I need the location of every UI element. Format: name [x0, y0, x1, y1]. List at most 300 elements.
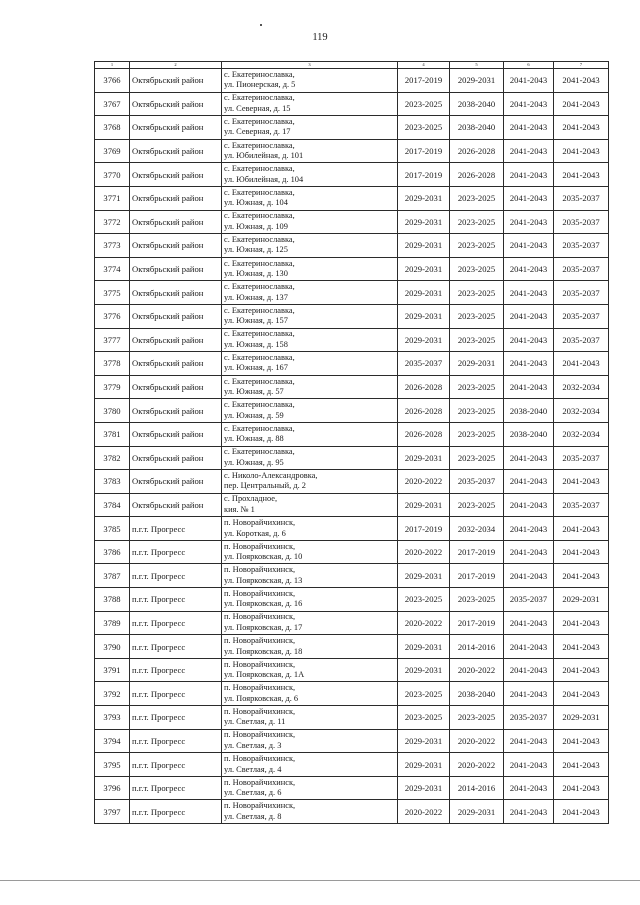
- row-number: 3780: [95, 399, 130, 423]
- period-col-4: 2017-2019: [398, 517, 450, 541]
- address-street: ул. Южная, д. 59: [224, 410, 284, 420]
- row-number: 3779: [95, 375, 130, 399]
- period-col-5: 2023-2025: [450, 257, 504, 281]
- period-col-4: 2035-2037: [398, 352, 450, 376]
- period-col-7: 2032-2034: [554, 399, 609, 423]
- table-row: [95, 352, 609, 376]
- row-number: 3767: [95, 92, 130, 116]
- address-cell: [222, 658, 398, 682]
- address-locality: с. Екатеринославка,: [224, 400, 295, 410]
- period-col-4: 2029-2031: [398, 186, 450, 210]
- table-row: [95, 658, 609, 682]
- period-col-7: 2035-2037: [554, 234, 609, 258]
- period-col-7: 2035-2037: [554, 281, 609, 305]
- address-locality: п. Новорайчихинск,: [224, 659, 296, 669]
- period-col-6: 2041-2043: [504, 210, 554, 234]
- row-number: 3794: [95, 729, 130, 753]
- district-cell: п.г.т. Прогресс: [130, 729, 222, 753]
- address-cell: [222, 753, 398, 777]
- period-col-4: 2029-2031: [398, 446, 450, 470]
- period-col-5: 2023-2025: [450, 493, 504, 517]
- district-cell: п.г.т. Прогресс: [130, 611, 222, 635]
- period-col-7: 2041-2043: [554, 352, 609, 376]
- address-locality: с. Прохладное,: [224, 494, 278, 504]
- district-cell: Октябрьский район: [130, 446, 222, 470]
- period-col-6: 2041-2043: [504, 139, 554, 163]
- period-col-7: 2041-2043: [554, 658, 609, 682]
- address-locality: с. Екатеринославка,: [224, 423, 295, 433]
- column-number: 3: [222, 62, 398, 69]
- period-col-5: 2023-2025: [450, 375, 504, 399]
- period-col-4: 2029-2031: [398, 635, 450, 659]
- period-col-7: 2032-2034: [554, 375, 609, 399]
- address-street: ул. Поярковская, д. 6: [224, 693, 299, 703]
- address-street: ул. Поярковская, д. 1А: [224, 670, 305, 680]
- address-street: ул. Поярковская, д. 18: [224, 646, 303, 656]
- address-street: ул. Южная, д. 167: [224, 363, 288, 373]
- period-col-5: 2014-2016: [450, 635, 504, 659]
- address-street: ул. Северная, д. 15: [224, 103, 291, 113]
- period-col-6: 2041-2043: [504, 800, 554, 824]
- period-col-5: 2017-2019: [450, 564, 504, 588]
- table-row: [95, 753, 609, 777]
- period-col-6: 2041-2043: [504, 682, 554, 706]
- period-col-4: 2017-2019: [398, 163, 450, 187]
- address-locality: п. Новорайчихинск,: [224, 754, 296, 764]
- district-cell: Октябрьский район: [130, 210, 222, 234]
- address-cell: [222, 92, 398, 116]
- district-cell: п.г.т. Прогресс: [130, 682, 222, 706]
- period-col-7: 2035-2037: [554, 210, 609, 234]
- address-locality: с. Екатеринославка,: [224, 69, 295, 79]
- table-row: [95, 234, 609, 258]
- address-street: ул. Юбилейная, д. 101: [224, 151, 304, 161]
- table-row: [95, 210, 609, 234]
- row-number: 3766: [95, 69, 130, 93]
- period-col-6: 2041-2043: [504, 163, 554, 187]
- row-number: 3788: [95, 588, 130, 612]
- period-col-6: 2041-2043: [504, 517, 554, 541]
- address-street: ул. Южная, д. 157: [224, 316, 288, 326]
- table-row: [95, 281, 609, 305]
- address-cell: [222, 517, 398, 541]
- period-col-4: 2026-2028: [398, 375, 450, 399]
- period-col-4: 2020-2022: [398, 540, 450, 564]
- row-number: 3778: [95, 352, 130, 376]
- address-locality: с. Екатеринославка,: [224, 234, 295, 244]
- table-row: [95, 69, 609, 93]
- period-col-5: 2038-2040: [450, 682, 504, 706]
- address-cell: [222, 139, 398, 163]
- period-col-6: 2041-2043: [504, 328, 554, 352]
- period-col-4: 2017-2019: [398, 69, 450, 93]
- period-col-7: 2029-2031: [554, 706, 609, 730]
- period-col-5: 2023-2025: [450, 446, 504, 470]
- address-locality: с. Екатеринославка,: [224, 329, 295, 339]
- period-col-6: 2041-2043: [504, 257, 554, 281]
- table-row: [95, 776, 609, 800]
- district-cell: п.г.т. Прогресс: [130, 564, 222, 588]
- period-col-4: 2023-2025: [398, 706, 450, 730]
- address-locality: п. Новорайчихинск,: [224, 612, 296, 622]
- table-row: [95, 682, 609, 706]
- district-cell: Октябрьский район: [130, 493, 222, 517]
- period-col-5: 2017-2019: [450, 611, 504, 635]
- period-col-5: 2020-2022: [450, 729, 504, 753]
- address-street: ул. Поярковская, д. 10: [224, 552, 303, 562]
- district-cell: п.г.т. Прогресс: [130, 706, 222, 730]
- address-cell: [222, 422, 398, 446]
- district-cell: п.г.т. Прогресс: [130, 517, 222, 541]
- row-number: 3787: [95, 564, 130, 588]
- period-col-5: 2023-2025: [450, 328, 504, 352]
- period-col-6: 2041-2043: [504, 186, 554, 210]
- address-cell: [222, 540, 398, 564]
- address-cell: [222, 210, 398, 234]
- scan-speck: [260, 24, 262, 26]
- column-number: 5: [450, 62, 504, 69]
- district-cell: Октябрьский район: [130, 304, 222, 328]
- address-street: ул. Южная, д. 95: [224, 457, 284, 467]
- table-row: [95, 493, 609, 517]
- address-locality: п. Новорайчихинск,: [224, 730, 296, 740]
- address-cell: [222, 375, 398, 399]
- address-cell: [222, 493, 398, 517]
- table-row: [95, 470, 609, 494]
- address-street: ул. Южная, д. 88: [224, 434, 284, 444]
- period-col-4: 2029-2031: [398, 281, 450, 305]
- address-street: ул. Светлая, д. 3: [224, 740, 282, 750]
- period-col-7: 2035-2037: [554, 186, 609, 210]
- district-cell: п.г.т. Прогресс: [130, 658, 222, 682]
- period-col-6: 2041-2043: [504, 753, 554, 777]
- period-col-4: 2029-2031: [398, 257, 450, 281]
- column-number: 4: [398, 62, 450, 69]
- address-locality: п. Новорайчихинск,: [224, 706, 296, 716]
- address-locality: с. Екатеринославка,: [224, 352, 295, 362]
- period-col-6: 2041-2043: [504, 281, 554, 305]
- row-number: 3770: [95, 163, 130, 187]
- address-locality: с. Екатеринославка,: [224, 93, 295, 103]
- address-cell: [222, 304, 398, 328]
- period-col-7: 2041-2043: [554, 776, 609, 800]
- district-cell: Октябрьский район: [130, 139, 222, 163]
- period-col-4: 2029-2031: [398, 328, 450, 352]
- row-number: 3768: [95, 116, 130, 140]
- address-cell: [222, 564, 398, 588]
- address-locality: п. Новорайчихинск,: [224, 636, 296, 646]
- district-cell: Октябрьский район: [130, 69, 222, 93]
- period-col-6: 2035-2037: [504, 706, 554, 730]
- period-col-4: 2029-2031: [398, 776, 450, 800]
- district-cell: п.г.т. Прогресс: [130, 800, 222, 824]
- period-col-5: 2020-2022: [450, 658, 504, 682]
- address-locality: с. Екатеринославка,: [224, 282, 295, 292]
- address-street: ул. Поярковская, д. 13: [224, 575, 303, 585]
- period-col-5: 2020-2022: [450, 753, 504, 777]
- address-street: ул. Светлая, д. 4: [224, 764, 282, 774]
- period-col-5: 2017-2019: [450, 540, 504, 564]
- table-row: [95, 446, 609, 470]
- address-street: ул. Поярковская, д. 16: [224, 599, 303, 609]
- period-col-6: 2038-2040: [504, 399, 554, 423]
- period-col-4: 2026-2028: [398, 422, 450, 446]
- period-col-4: 2029-2031: [398, 729, 450, 753]
- district-cell: п.г.т. Прогресс: [130, 588, 222, 612]
- period-col-6: 2041-2043: [504, 352, 554, 376]
- address-cell: [222, 446, 398, 470]
- address-cell: [222, 635, 398, 659]
- table-row: [95, 399, 609, 423]
- row-number: 3793: [95, 706, 130, 730]
- address-street: ул. Южная, д. 125: [224, 245, 288, 255]
- period-col-5: 2029-2031: [450, 69, 504, 93]
- district-cell: Октябрьский район: [130, 352, 222, 376]
- period-col-6: 2038-2040: [504, 422, 554, 446]
- address-cell: [222, 234, 398, 258]
- period-col-6: 2041-2043: [504, 446, 554, 470]
- period-col-4: 2023-2025: [398, 116, 450, 140]
- row-number: 3774: [95, 257, 130, 281]
- period-col-5: 2023-2025: [450, 210, 504, 234]
- row-number: 3789: [95, 611, 130, 635]
- address-street: ул. Светлая, д. 6: [224, 788, 282, 798]
- period-col-6: 2041-2043: [504, 658, 554, 682]
- period-col-4: 2020-2022: [398, 611, 450, 635]
- address-cell: [222, 281, 398, 305]
- row-number: 3769: [95, 139, 130, 163]
- row-number: 3790: [95, 635, 130, 659]
- page-number: 119: [312, 32, 328, 43]
- period-col-5: 2029-2031: [450, 352, 504, 376]
- address-locality: п. Новорайчихинск,: [224, 588, 296, 598]
- period-col-7: 2041-2043: [554, 753, 609, 777]
- address-locality: с. Екатеринославка,: [224, 447, 295, 457]
- table-row: [95, 92, 609, 116]
- address-locality: с. Екатеринославка,: [224, 305, 295, 315]
- row-number: 3781: [95, 422, 130, 446]
- table-row: [95, 540, 609, 564]
- row-number: 3786: [95, 540, 130, 564]
- address-cell: [222, 328, 398, 352]
- table-row: [95, 163, 609, 187]
- address-locality: с. Екатеринославка,: [224, 116, 295, 126]
- period-col-7: 2041-2043: [554, 69, 609, 93]
- district-cell: п.г.т. Прогресс: [130, 753, 222, 777]
- district-cell: Октябрьский район: [130, 92, 222, 116]
- address-street: ул. Южная, д. 104: [224, 198, 288, 208]
- period-col-6: 2041-2043: [504, 92, 554, 116]
- period-col-4: 2029-2031: [398, 304, 450, 328]
- address-locality: с. Николо-Александровка,: [224, 470, 318, 480]
- address-cell: [222, 682, 398, 706]
- table-row: [95, 304, 609, 328]
- address-street: ул. Светлая, д. 11: [224, 717, 286, 727]
- period-col-7: 2041-2043: [554, 116, 609, 140]
- row-number: 3772: [95, 210, 130, 234]
- address-street: ул. Южная, д. 57: [224, 387, 284, 397]
- address-street: ул. Южная, д. 130: [224, 269, 288, 279]
- period-col-7: 2035-2037: [554, 257, 609, 281]
- period-col-6: 2041-2043: [504, 564, 554, 588]
- period-col-5: 2035-2037: [450, 470, 504, 494]
- period-col-4: 2023-2025: [398, 682, 450, 706]
- address-locality: с. Екатеринославка,: [224, 376, 295, 386]
- address-locality: п. Новорайчихинск,: [224, 683, 296, 693]
- column-number: 1: [95, 62, 130, 69]
- row-number: 3777: [95, 328, 130, 352]
- row-number: 3771: [95, 186, 130, 210]
- period-col-6: 2041-2043: [504, 776, 554, 800]
- table-row: [95, 422, 609, 446]
- address-locality: с. Екатеринославка,: [224, 258, 295, 268]
- row-number: 3776: [95, 304, 130, 328]
- period-col-7: 2035-2037: [554, 304, 609, 328]
- period-col-5: 2023-2025: [450, 706, 504, 730]
- period-col-6: 2041-2043: [504, 375, 554, 399]
- table-row: [95, 800, 609, 824]
- period-col-6: 2041-2043: [504, 729, 554, 753]
- period-col-5: 2023-2025: [450, 186, 504, 210]
- address-street: пер. Центральный, д. 2: [224, 481, 306, 491]
- period-col-5: 2032-2034: [450, 517, 504, 541]
- address-locality: с. Екатеринославка,: [224, 211, 295, 221]
- table-row: [95, 517, 609, 541]
- period-col-6: 2041-2043: [504, 470, 554, 494]
- period-col-5: 2023-2025: [450, 304, 504, 328]
- address-cell: [222, 352, 398, 376]
- address-street: ул. Южная, д. 137: [224, 292, 288, 302]
- table-row: [95, 328, 609, 352]
- address-street: ул. Светлая, д. 8: [224, 811, 282, 821]
- address-street: ул. Южная, д. 158: [224, 339, 288, 349]
- address-cell: [222, 776, 398, 800]
- period-col-5: 2026-2028: [450, 163, 504, 187]
- table-row: [95, 564, 609, 588]
- table-row: [95, 139, 609, 163]
- period-col-4: 2020-2022: [398, 470, 450, 494]
- period-col-6: 2041-2043: [504, 540, 554, 564]
- address-street: ул. Юбилейная, д. 104: [224, 174, 304, 184]
- address-locality: с. Екатеринославка,: [224, 164, 295, 174]
- period-col-7: 2041-2043: [554, 682, 609, 706]
- district-cell: Октябрьский район: [130, 257, 222, 281]
- district-cell: Октябрьский район: [130, 116, 222, 140]
- column-number-row: [95, 62, 609, 69]
- address-cell: [222, 470, 398, 494]
- period-col-6: 2041-2043: [504, 304, 554, 328]
- housing-register-table: [94, 61, 609, 824]
- address-cell: [222, 257, 398, 281]
- address-locality: с. Екатеринославка,: [224, 140, 295, 150]
- period-col-7: 2041-2043: [554, 729, 609, 753]
- address-cell: [222, 163, 398, 187]
- address-locality: п. Новорайчихинск,: [224, 541, 296, 551]
- period-col-7: 2035-2037: [554, 328, 609, 352]
- period-col-5: 2023-2025: [450, 281, 504, 305]
- address-cell: [222, 186, 398, 210]
- district-cell: Октябрьский район: [130, 328, 222, 352]
- period-col-7: 2032-2034: [554, 422, 609, 446]
- address-locality: п. Новорайчихинск,: [224, 801, 296, 811]
- table-row: [95, 635, 609, 659]
- column-number: 7: [554, 62, 609, 69]
- district-cell: п.г.т. Прогресс: [130, 776, 222, 800]
- period-col-5: 2026-2028: [450, 139, 504, 163]
- period-col-5: 2038-2040: [450, 116, 504, 140]
- period-col-5: 2029-2031: [450, 800, 504, 824]
- period-col-6: 2041-2043: [504, 116, 554, 140]
- address-cell: [222, 399, 398, 423]
- period-col-7: 2041-2043: [554, 564, 609, 588]
- row-number: 3791: [95, 658, 130, 682]
- period-col-7: 2041-2043: [554, 139, 609, 163]
- district-cell: Октябрьский район: [130, 234, 222, 258]
- district-cell: Октябрьский район: [130, 163, 222, 187]
- period-col-5: 2014-2016: [450, 776, 504, 800]
- address-street: ул. Короткая, д. 6: [224, 528, 286, 538]
- period-col-4: 2029-2031: [398, 658, 450, 682]
- period-col-5: 2038-2040: [450, 92, 504, 116]
- address-cell: [222, 588, 398, 612]
- period-col-6: 2041-2043: [504, 234, 554, 258]
- period-col-4: 2029-2031: [398, 564, 450, 588]
- period-col-6: 2041-2043: [504, 493, 554, 517]
- period-col-4: 2029-2031: [398, 753, 450, 777]
- period-col-7: 2029-2031: [554, 588, 609, 612]
- table-row: [95, 257, 609, 281]
- period-col-5: 2023-2025: [450, 422, 504, 446]
- period-col-7: 2041-2043: [554, 540, 609, 564]
- period-col-7: 2041-2043: [554, 800, 609, 824]
- period-col-4: 2020-2022: [398, 800, 450, 824]
- period-col-6: 2035-2037: [504, 588, 554, 612]
- row-number: 3785: [95, 517, 130, 541]
- row-number: 3795: [95, 753, 130, 777]
- table-row: [95, 611, 609, 635]
- row-number: 3783: [95, 470, 130, 494]
- district-cell: Октябрьский район: [130, 186, 222, 210]
- period-col-4: 2026-2028: [398, 399, 450, 423]
- period-col-7: 2035-2037: [554, 493, 609, 517]
- period-col-4: 2023-2025: [398, 588, 450, 612]
- address-cell: [222, 800, 398, 824]
- address-cell: [222, 69, 398, 93]
- period-col-7: 2041-2043: [554, 517, 609, 541]
- period-col-5: 2023-2025: [450, 234, 504, 258]
- period-col-7: 2035-2037: [554, 446, 609, 470]
- address-street: ул. Поярковская, д. 17: [224, 622, 303, 632]
- column-number: 2: [130, 62, 222, 69]
- table-row: [95, 116, 609, 140]
- address-cell: [222, 611, 398, 635]
- period-col-7: 2041-2043: [554, 163, 609, 187]
- address-locality: с. Екатеринославка,: [224, 187, 295, 197]
- address-locality: п. Новорайчихинск,: [224, 565, 296, 575]
- period-col-5: 2023-2025: [450, 399, 504, 423]
- table-row: [95, 729, 609, 753]
- district-cell: п.г.т. Прогресс: [130, 540, 222, 564]
- district-cell: Октябрьский район: [130, 375, 222, 399]
- table-row: [95, 186, 609, 210]
- address-locality: п. Новорайчихинск,: [224, 777, 296, 787]
- address-locality: п. Новорайчихинск,: [224, 518, 296, 528]
- address-street: ул. Пионерская, д. 5: [224, 80, 296, 90]
- scan-edge-line: [0, 880, 640, 881]
- address-cell: [222, 729, 398, 753]
- address-cell: [222, 706, 398, 730]
- period-col-6: 2041-2043: [504, 611, 554, 635]
